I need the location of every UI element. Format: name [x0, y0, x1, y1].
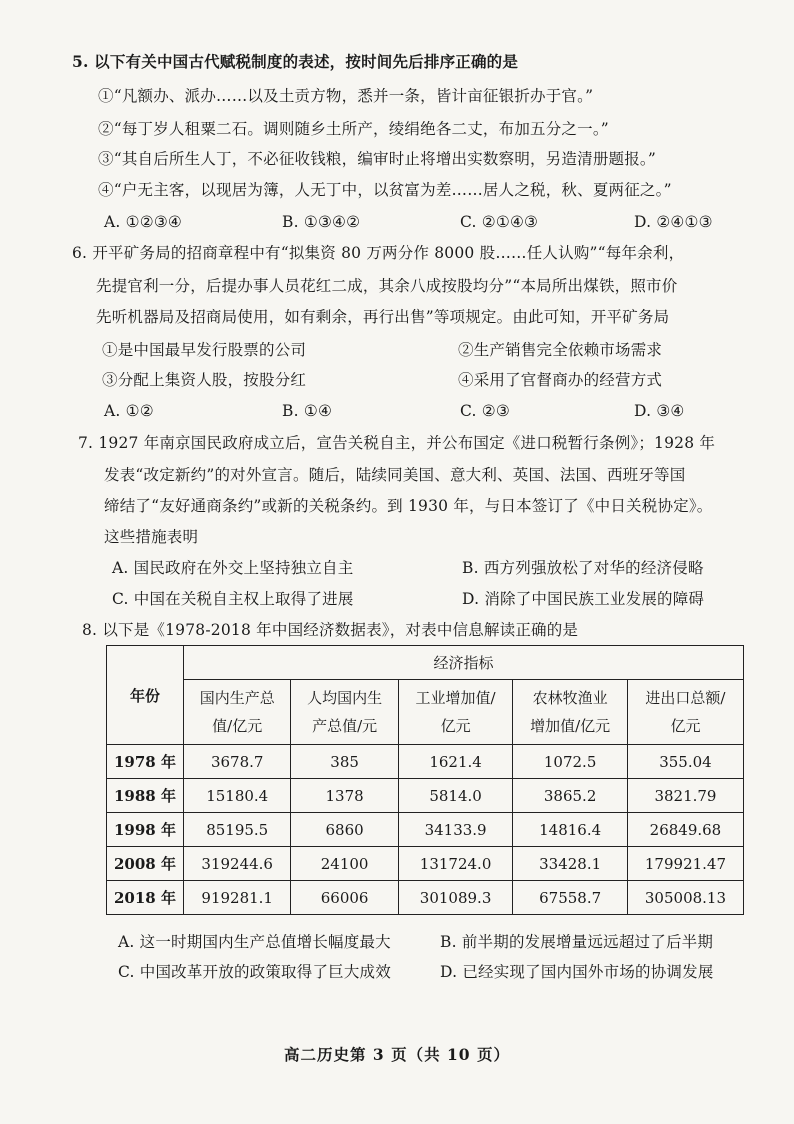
- table-cell: 1378: [291, 779, 398, 813]
- table-cell: 355.04: [627, 745, 743, 779]
- table-cell: 26849.68: [627, 813, 743, 847]
- q7-line-3: 缔结了“友好通商条约”或新的关税条约。到 1930 年，与日本签订了《中日关税协定》。: [104, 497, 713, 515]
- q6-statement-1: ①是中国最早发行股票的公司: [102, 341, 307, 359]
- q6-line-3: 先听机器局及招商局使用，如有剩余，再行出售”等项规定。由此可知，开平矿务局: [96, 308, 670, 326]
- q6-statement-3: ③分配上集资人股，按股分红: [102, 371, 307, 389]
- q8-option-a: A. 这一时期国内生产总值增长幅度最大: [118, 933, 391, 951]
- row-year: 1998 年: [107, 813, 184, 847]
- q7-option-c: C. 中国在关税自主权上取得了进展: [112, 590, 354, 608]
- q5-option-c: C. ②①④③: [460, 213, 539, 231]
- q8-option-b: B. 前半期的发展增量远远超过了后半期: [440, 933, 714, 951]
- q5-option-a: A. ①②③④: [104, 213, 183, 231]
- table-cell: 1621.4: [398, 745, 513, 779]
- table-cell: 131724.0: [398, 847, 513, 881]
- column-header-industry: 工业增加值/ 亿元: [398, 680, 513, 745]
- page-footer: 高二历史第 3 页（共 10 页）: [284, 1045, 510, 1064]
- economic-data-table: [106, 645, 744, 915]
- table-cell: 385: [291, 745, 398, 779]
- table-cell: 179921.47: [627, 847, 743, 881]
- q6-line-1: 6. 开平矿务局的招商章程中有“拟集资 80 万两分作 8000 股……任人认购”“每年余利，: [72, 244, 685, 262]
- table-row: [107, 881, 744, 915]
- row-year: 1988 年: [107, 779, 184, 813]
- q6-option-b: B. ①④: [282, 402, 333, 420]
- row-year: 2008 年: [107, 847, 184, 881]
- year-header: 年份: [107, 646, 184, 745]
- table-cell: 6860: [291, 813, 398, 847]
- q6-statement-2: ②生产销售完全依赖市场需求: [458, 341, 663, 359]
- q5-item-4: ④“户无主客，以现居为簿，人无丁中，以贫富为差……居人之税，秋、夏两征之。”: [98, 181, 672, 199]
- q7-option-b: B. 西方列强放松了对华的经济侵略: [462, 559, 704, 577]
- table-cell: 301089.3: [398, 881, 513, 915]
- table-cell: 34133.9: [398, 813, 513, 847]
- q5-option-b: B. ①③④②: [282, 213, 361, 231]
- table-cell: 3821.79: [627, 779, 743, 813]
- table-row: [107, 745, 744, 779]
- q5-item-1: ①“凡额办、派办……以及土贡方物，悉并一条，皆计亩征银折办于官。”: [98, 87, 594, 105]
- column-header-gdp-per-capita: 人均国内生 产总值/元: [291, 680, 398, 745]
- q7-line-2: 发表“改定新约”的对外宣言。随后，陆续同美国、意大利、英国、法国、西班牙等国: [104, 466, 686, 484]
- table-cell: 14816.4: [513, 813, 628, 847]
- table-cell: 66006: [291, 881, 398, 915]
- table-cell: 305008.13: [627, 881, 743, 915]
- q8-stem: 8. 以下是《1978-2018 年中国经济数据表》，对表中信息解读正确的是: [82, 621, 579, 639]
- q7-line-4: 这些措施表明: [104, 528, 199, 546]
- q6-line-2: 先提官利一分，后提办事人员花红二成，其余八成按股均分”“本局所出煤铁，照市价: [96, 277, 678, 295]
- q5-option-d: D. ②④①③: [634, 213, 713, 231]
- column-header-agriculture: 农林牧渔业 增加值/亿元: [513, 680, 628, 745]
- column-header-trade: 进出口总额/ 亿元: [627, 680, 743, 745]
- table-row: [107, 779, 744, 813]
- q6-statement-4: ④采用了官督商办的经营方式: [458, 371, 663, 389]
- table-cell: 67558.7: [513, 881, 628, 915]
- q6-option-c: C. ②③: [460, 402, 510, 420]
- q7-option-a: A. 国民政府在外交上坚持独立自主: [112, 559, 354, 577]
- indicator-group-header: 经济指标: [184, 646, 744, 680]
- table-cell: 3678.7: [184, 745, 291, 779]
- q5-stem: 5. 以下有关中国古代赋税制度的表述，按时间先后排序正确的是: [72, 52, 519, 71]
- table-row: [107, 847, 744, 881]
- q8-option-c: C. 中国改革开放的政策取得了巨大成效: [118, 963, 391, 981]
- row-year: 2018 年: [107, 881, 184, 915]
- column-header-gdp: 国内生产总 值/亿元: [184, 680, 291, 745]
- q5-item-3: ③“其自后所生人丁，不必征收钱粮，编审时止将增出实数察明，另造清册题报。”: [98, 150, 657, 168]
- table-cell: 5814.0: [398, 779, 513, 813]
- q8-option-d: D. 已经实现了国内国外市场的协调发展: [440, 963, 714, 981]
- q6-option-a: A. ①②: [104, 402, 154, 420]
- row-year: 1978 年: [107, 745, 184, 779]
- table-cell: 85195.5: [184, 813, 291, 847]
- table-cell: 3865.2: [513, 779, 628, 813]
- table-cell: 319244.6: [184, 847, 291, 881]
- q7-line-1: 7. 1927 年南京国民政府成立后，宣告关税自主，并公布国定《进口税暂行条例》；1928 年: [78, 434, 716, 452]
- table-cell: 1072.5: [513, 745, 628, 779]
- q7-option-d: D. 消除了中国民族工业发展的障碍: [462, 590, 705, 608]
- table-cell: 33428.1: [513, 847, 628, 881]
- table-cell: 919281.1: [184, 881, 291, 915]
- table-row: [107, 813, 744, 847]
- table-cell: 15180.4: [184, 779, 291, 813]
- q6-option-d: D. ③④: [634, 402, 685, 420]
- q5-item-2: ②“每丁岁人租粟二石。调则随乡土所产，绫绢绝各二丈，布加五分之一。”: [98, 120, 609, 138]
- table-cell: 24100: [291, 847, 398, 881]
